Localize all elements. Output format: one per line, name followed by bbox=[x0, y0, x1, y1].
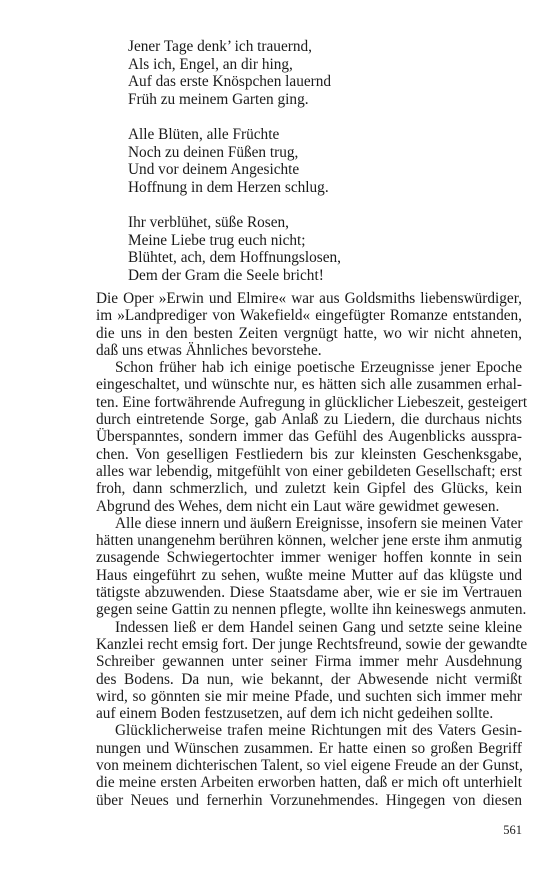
prose-line: eingeschaltet, und wünschte nur, es hätten sich alle zusammen erhal- bbox=[96, 376, 522, 394]
prose-line: froh, dann schmerzlich, und zuletzt kein Gipfel des Glücks, kein bbox=[96, 480, 522, 498]
prose-line: wird, so gönnten sie mir meine Pfade, und suchten sich immer mehr bbox=[96, 687, 522, 705]
prose-line: Überspanntes, sondern immer das Gefühl des Augenblicks ausspra- bbox=[96, 428, 522, 446]
poem-verse: Hoffnung in dem Herzen schlug. bbox=[128, 178, 329, 196]
prose-paragraph bbox=[96, 359, 528, 515]
prose-line: im »Landprediger von Wakefield« eingefügter Romanze entstanden, bbox=[96, 307, 522, 325]
prose-paragraph bbox=[96, 618, 528, 723]
poem-stanza bbox=[128, 38, 428, 108]
prose-line: durch eintretende Sorge, gab Anlaß zu Liedern, die durchaus nichts bbox=[96, 411, 522, 429]
prose-line: Schon früher hab ich einige poetische Erzeugnisse jener Epoche bbox=[115, 359, 522, 377]
prose-line: Abgrund des Wehes, dem nicht ein Laut wäre gewidmet gewesen. bbox=[96, 497, 500, 515]
prose-line: auf einem Boden festzusetzen, auf dem ich nicht gedeihen sollte. bbox=[96, 705, 494, 723]
poem-verse: Und vor deinem Angesichte bbox=[128, 161, 300, 179]
prose-line: Die Oper »Erwin und Elmire« war aus Goldsmiths liebenswürdiger, bbox=[96, 290, 522, 307]
prose-line: die meine ersten Arbeiten erworben hatten, daß er mich oft unterhielt bbox=[96, 774, 522, 792]
poem-stanza bbox=[128, 126, 428, 196]
prose-line: Schreiber gewannen unter seiner Firma immer mehr Ausdehnung bbox=[96, 653, 522, 671]
prose-line: gegen seine Gattin zu nennen pflegte, wollte ihn keineswegs anmuten. bbox=[96, 601, 527, 619]
prose-line: Haus eingeführt zu sehen, wußte meine Mutter auf das klügste und bbox=[96, 566, 522, 584]
poem-verse: Alle Blüten, alle Früchte bbox=[128, 125, 280, 143]
prose-line: über Neues und fernerhin Vorzunehmendes. Hingegen von diesen bbox=[96, 791, 522, 809]
prose-line: Indessen ließ er dem Handel seinen Gang und setzte seine kleine bbox=[115, 618, 522, 636]
prose-line: Kanzlei recht emsig fort. Der junge Rechtsfreund, sowie der gewandte bbox=[96, 635, 528, 653]
poem-verse: Auf das erste Knöspchen lauernd bbox=[128, 73, 332, 91]
poem-verse: Blühtet, ach, dem Hoffnungslosen, bbox=[128, 249, 341, 267]
prose-line: daß uns etwas Ähnliches bevorstehe. bbox=[96, 341, 322, 359]
poem-verse: Als ich, Engel, an dir hing, bbox=[128, 55, 293, 73]
prose-line: Glücklicherweise trafen meine Richtungen mit des Vaters Gesin- bbox=[115, 722, 522, 740]
prose-line: nungen und Wünschen zusammen. Er hatte einen so großen Begriff bbox=[96, 739, 522, 757]
prose-line: die uns in den besten Zeiten vergnügt hatte, wo wir nicht ahneten, bbox=[96, 324, 522, 342]
poem-verse: Meine Liebe trug euch nicht; bbox=[128, 231, 306, 249]
prose-line: ten. Eine fortwährende Aufregung in glücklicher Liebeszeit, gesteigert bbox=[96, 393, 528, 411]
poem-verse: Dem der Gram die Seele bricht! bbox=[128, 266, 324, 284]
poem-verse: Ihr verblühet, süße Rosen, bbox=[128, 213, 290, 231]
prose-body bbox=[96, 290, 528, 809]
prose-line: des Bodens. Da nun, wie bekannt, der Abwesende nicht vermißt bbox=[96, 670, 522, 688]
prose-line: alles war lebendig, mitgefühlt von einer gebildeten Gesellschaft; erst bbox=[96, 462, 522, 480]
poem-verse: Jener Tage denk’ ich trauernd, bbox=[128, 38, 312, 55]
prose-paragraph bbox=[96, 722, 522, 808]
prose-line: von meinem dichterischen Talent, so viel eigene Freude an der Gunst, bbox=[96, 757, 523, 775]
prose-paragraph bbox=[96, 290, 522, 359]
prose-line: tätigste abzuwenden. Diese Staatsdame aber, wie er sie im Vertrauen bbox=[96, 584, 522, 602]
prose-line: hätten unangenehm berühren können, welcher jene erste ihm anmutig bbox=[96, 532, 523, 550]
prose-line: zusagende Schwiegertochter immer weniger hoffen konnte in sein bbox=[96, 549, 522, 567]
poem-verse: Noch zu deinen Füßen trug, bbox=[128, 143, 299, 161]
poem bbox=[128, 38, 428, 284]
prose-line: Alle diese innern und äußern Ereignisse, insofern sie meinen Vater bbox=[115, 514, 523, 532]
prose-paragraph bbox=[96, 514, 527, 619]
page-number: 561 bbox=[503, 823, 522, 837]
prose-line: chen. Von geselligen Festliedern bis zur kleinsten Geschenksgabe, bbox=[96, 445, 522, 463]
poem-stanza bbox=[128, 214, 428, 284]
poem-verse: Früh zu meinem Garten ging. bbox=[128, 90, 309, 108]
